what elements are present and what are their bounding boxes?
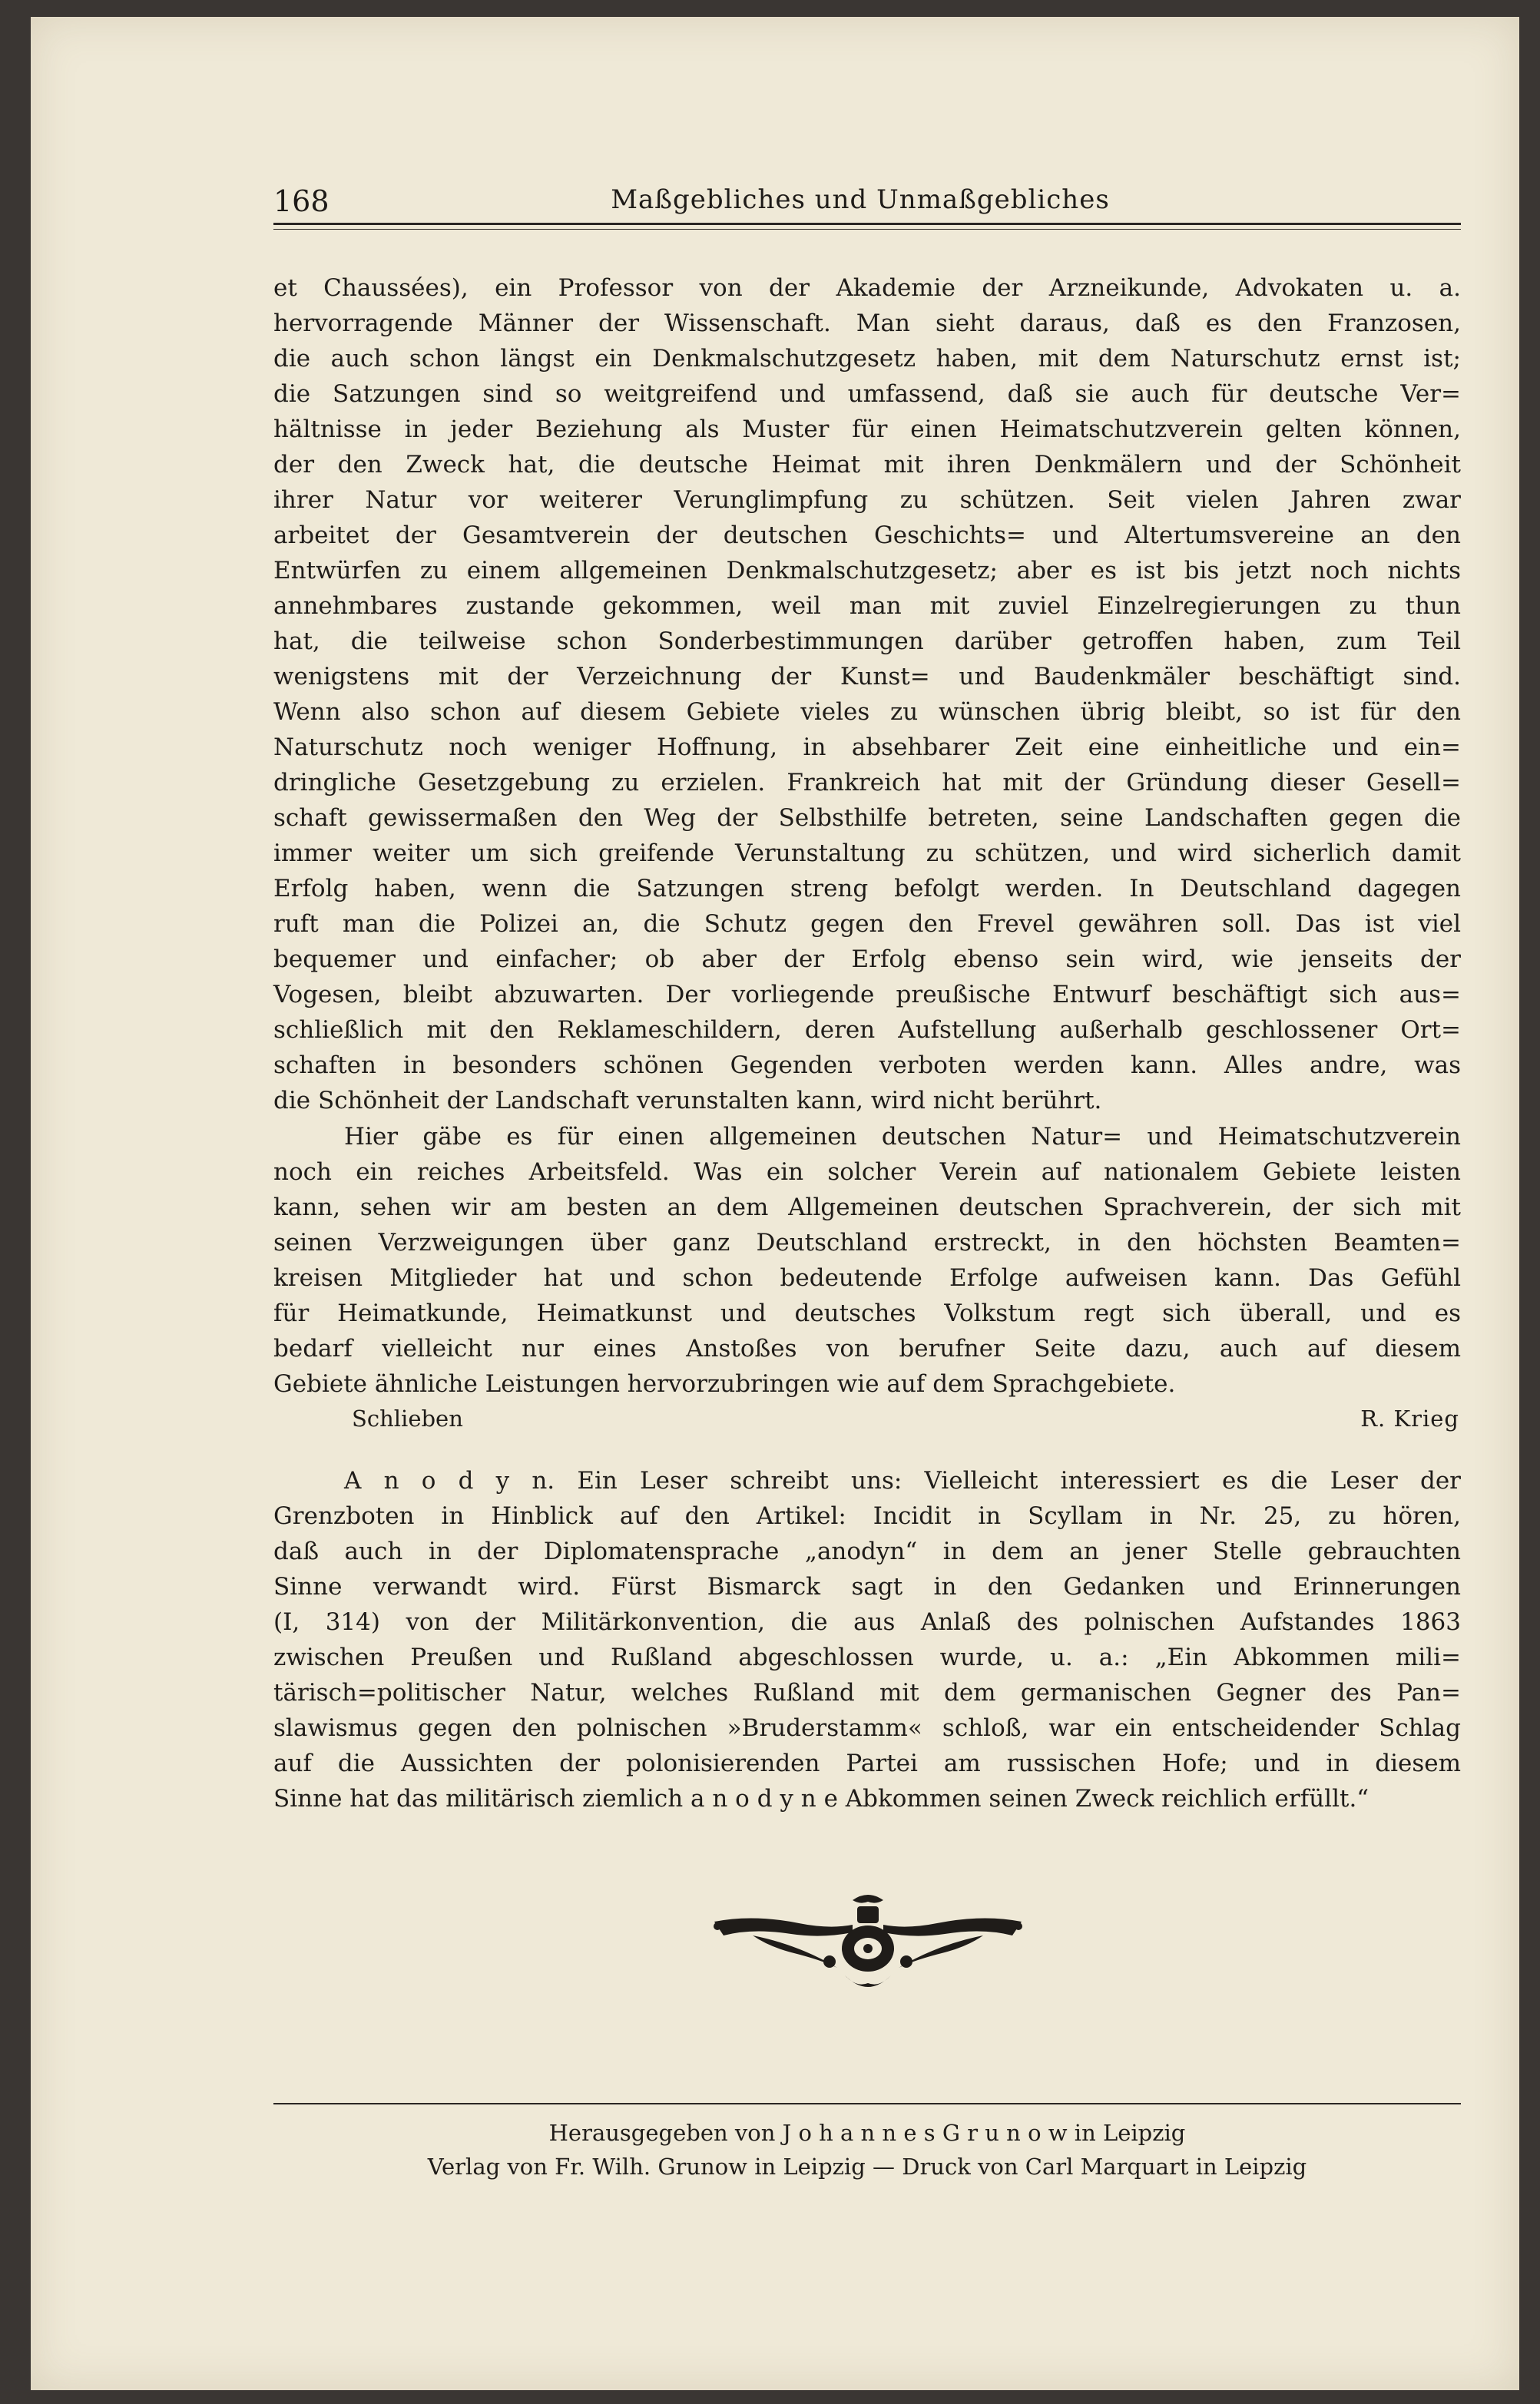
article-anodyn-body [273, 1463, 1461, 1816]
text-line: Entwürfen zu einem allgemeinen Denkmalschutzgesetz; aber es ist bis jetzt noch nichts [273, 557, 1461, 584]
text-line: noch ein reiches Arbeitsfeld. Was ein solcher Verein auf nationalem Gebiete leisten [273, 1158, 1461, 1186]
text-line: Wenn also schon auf diesem Gebiete vieles zu wünschen übrig bleibt, so ist für den [273, 698, 1461, 726]
text-line: kreisen Mitglieder hat und schon bedeutende Erfolge aufweisen kann. Das Gefühl [273, 1264, 1461, 1292]
footer-rule [273, 2103, 1461, 2104]
ornament-vignette [707, 1891, 1029, 1998]
text-line: hat, die teilweise schon Sonderbestimmungen darüber getroffen haben, zum Teil [273, 627, 1461, 655]
text-line: tärisch=politischer Natur, welches Rußland mit dem germanischen Gegner des Pan= [273, 1679, 1461, 1707]
text-line: bequemer und einfacher; ob aber der Erfolg ebenso sein wird, wie jenseits der [273, 945, 1461, 973]
signature-author: R. Krieg [1360, 1406, 1459, 1432]
text-line: Sinne verwandt wird. Fürst Bismarck sagt in den Gedanken und Erinnerungen [273, 1573, 1461, 1601]
text-line: schaft gewissermaßen den Weg der Selbsthilfe betreten, seine Landschaften gegen die [273, 804, 1461, 832]
text-line: immer weiter um sich greifende Verunstaltung zu schützen, und wird sicherlich damit [273, 839, 1461, 867]
text-line: Sinne hat das militärisch ziemlich a n o d y n e Abkommen seinen Zweck reichlich erfüllt.“ [273, 1785, 1369, 1813]
text-line: (I, 314) von der Militärkonvention, die aus Anlaß des polnischen Aufstandes 1863 [273, 1608, 1461, 1636]
text-line: zwischen Preußen und Rußland abgeschlossen wurde, u. a.: „Ein Abkommen mili= [273, 1644, 1461, 1671]
text-line: schließlich mit den Reklameschildern, deren Aufstellung außerhalb geschlossener Ort= [273, 1016, 1461, 1044]
text-line: die Schönheit der Landschaft verunstalten kann, wird nicht berührt. [273, 1087, 1102, 1114]
header-rule-bottom [273, 229, 1461, 230]
text-line: die auch schon längst ein Denkmalschutzgesetz haben, mit dem Naturschutz ernst ist; [273, 345, 1461, 373]
text-line: annehmbares zustande gekommen, weil man mit zuviel Einzelregierungen zu thun [273, 592, 1461, 620]
header-rule-top [273, 223, 1461, 225]
text-line: hältnisse in jeder Beziehung als Muster für einen Heimatschutzverein gelten können, [273, 416, 1461, 443]
text-line: wenigstens mit der Verzeichnung der Kunst= und Baudenkmäler beschäftigt sind. [273, 663, 1461, 690]
signature-place: Schlieben [352, 1406, 463, 1432]
text-line: et Chaussées), ein Professor von der Akademie der Arzneikunde, Advokaten u. a. [273, 274, 1461, 302]
text-line: die Satzungen sind so weitgreifend und umfassend, daß sie auch für deutsche Ver= [273, 380, 1461, 408]
text-line: slawismus gegen den polnischen »Bruderstamm« schloß, war ein entscheidender Schlag [273, 1714, 1461, 1742]
text-line: Gebiete ähnliche Leistungen hervorzubringen wie auf dem Sprachgebiete. [273, 1370, 1176, 1398]
article-naturschutz-body [273, 270, 1461, 1118]
text-line: Naturschutz noch weniger Hoffnung, in absehbarer Zeit eine einheitliche und ein= [273, 733, 1461, 761]
text-line: Erfolg haben, wenn die Satzungen streng befolgt werden. In Deutschland dagegen [273, 875, 1461, 902]
text-line: schaften in besonders schönen Gegenden verboten werden kann. Alles andre, was [273, 1051, 1461, 1079]
text-line: kann, sehen wir am besten an dem Allgemeinen deutschen Sprachverein, der sich mit [273, 1194, 1461, 1221]
text-line: Vogesen, bleibt abzuwarten. Der vorliegende preußische Entwurf beschäftigt sich aus= [273, 981, 1461, 1008]
text-line: hervorragende Männer der Wissenschaft. Man sieht daraus, daß es den Franzosen, [273, 310, 1461, 337]
text-line: daß auch in der Diplomatensprache „anodyn“ in dem an jener Stelle gebrauchten [273, 1538, 1461, 1565]
text-line: bedarf vielleicht nur eines Anstoßes von berufner Seite dazu, auch auf diesem [273, 1335, 1461, 1363]
book-page [31, 17, 1519, 2390]
text-line: für Heimatkunde, Heimatkunst und deutsches Volkstum regt sich überall, und es [273, 1300, 1461, 1327]
text-line: der den Zweck hat, die deutsche Heimat mit ihren Denkmälern und der Schönheit [273, 451, 1461, 478]
text-line: ruft man die Polizei an, die Schutz gegen den Frevel gewähren soll. Das ist viel [273, 910, 1461, 938]
running-title: Maßgebliches und Unmaßgebliches [611, 184, 1110, 215]
text-line: A n o d y n. Ein Leser schreibt uns: Vielleicht interessiert es die Leser der [344, 1467, 1461, 1495]
page-number: 168 [273, 184, 330, 218]
footer-imprint: Verlag von Fr. Wilh. Grunow in Leipzig — Druck von Carl Marquart in Leipzig [427, 2154, 1307, 2180]
text-line: auf die Aussichten der polonisierenden Partei am russischen Hofe; und in diesem [273, 1750, 1461, 1777]
text-line: Grenzboten in Hinblick auf den Artikel: Incidit in Scyllam in Nr. 25, zu hören, [273, 1502, 1461, 1530]
footer-publisher: Herausgegeben von J o h a n n e s G r u n o w in Leipzig [548, 2120, 1186, 2146]
text-line: seinen Verzweigungen über ganz Deutschland erstreckt, in den höchsten Beamten= [273, 1229, 1461, 1257]
text-line: ihrer Natur vor weiterer Verunglimpfung zu schützen. Seit vielen Jahren zwar [273, 486, 1461, 514]
text-line: arbeitet der Gesamtverein der deutschen Geschichts= und Altertumsvereine an den [273, 522, 1461, 549]
text-line: dringliche Gesetzgebung zu erzielen. Frankreich hat mit der Gründung dieser Gesell= [273, 769, 1461, 796]
text-line: Hier gäbe es für einen allgemeinen deutschen Natur= und Heimatschutzverein [344, 1123, 1461, 1151]
article-naturschutz-paragraph-2 [273, 1119, 1461, 1402]
